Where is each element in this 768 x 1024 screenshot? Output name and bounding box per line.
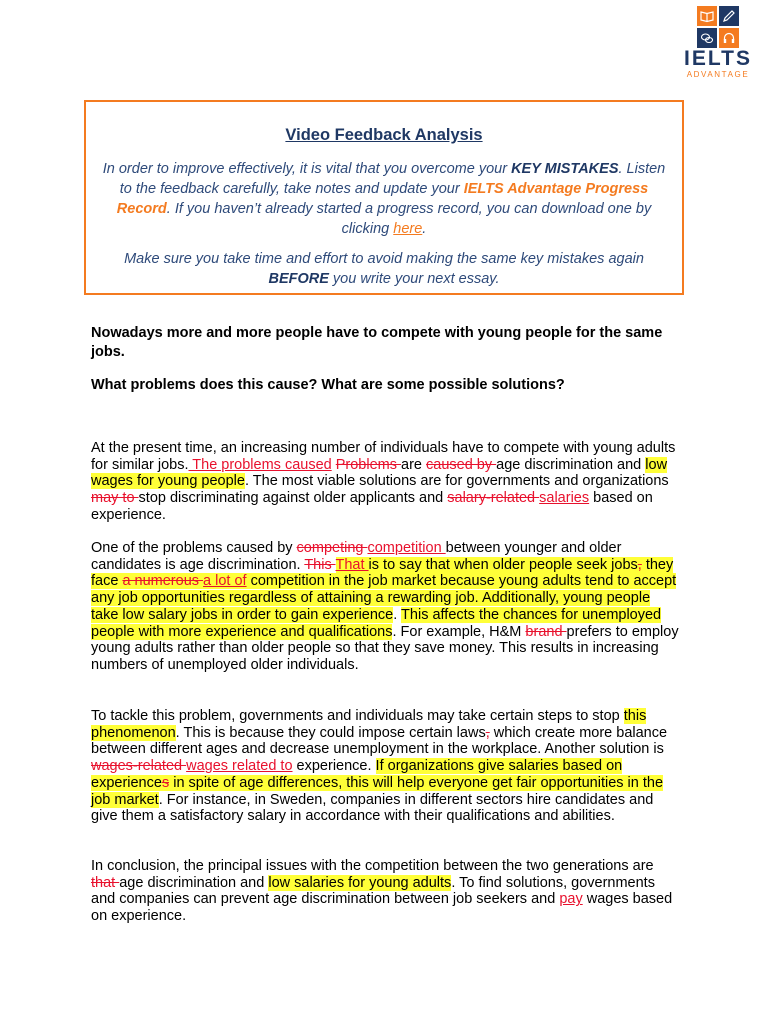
correction-delete: , bbox=[637, 556, 642, 573]
ielts-advantage-logo bbox=[678, 6, 758, 78]
logo-wordmark: IELTS bbox=[684, 47, 752, 70]
pencil-icon bbox=[719, 6, 739, 26]
highlight: This affects the chances for unemployed people with more experience and qualifications bbox=[91, 606, 662, 640]
box-text: . Listen to the feedback carefully, take notes and update your bbox=[119, 161, 666, 197]
feedback-box bbox=[84, 100, 684, 295]
essay-paragraph-body-2 bbox=[91, 708, 681, 825]
highlight: is to say that when older people seek jobs bbox=[368, 556, 638, 573]
text: . The most viable solutions are for governments and organizations bbox=[244, 473, 669, 490]
essay-prompt-statement: Nowadays more and more people have to compete with young people for the same jobs. bbox=[91, 325, 663, 360]
text: stop discriminating against older applicants and bbox=[138, 490, 448, 507]
text: based on experience. bbox=[91, 490, 653, 523]
text: . bbox=[393, 606, 402, 623]
logo-subtitle: ADVANTAGE bbox=[686, 70, 750, 79]
highlight: this phenomenon bbox=[91, 708, 647, 741]
correction-delete: a numerous bbox=[122, 573, 204, 590]
correction-delete: , bbox=[485, 724, 490, 741]
text: which create more balance between different ages and decrease unemployment in the workplace. Another solution is bbox=[91, 724, 668, 758]
text: . For instance, in Sweden, companies in different sectors hire candidates and give them a satisfactory salary in accordance with their qualifications and abilities. bbox=[91, 791, 654, 825]
correction-insert: salaries bbox=[539, 490, 590, 507]
text: . For example, H&M bbox=[392, 623, 526, 640]
correction-delete: may to bbox=[91, 490, 139, 507]
essay-paragraph-body-1 bbox=[91, 540, 681, 674]
key-mistakes-text: KEY MISTAKES bbox=[511, 161, 619, 177]
essay-prompt-question: What problems does this cause? What are some possible solutions? bbox=[91, 377, 565, 393]
text: wages based on experience. bbox=[91, 891, 673, 925]
progress-record-text: IELTS Advantage Progress Record bbox=[116, 181, 649, 217]
box-text: . bbox=[422, 221, 427, 237]
correction-delete: brand bbox=[525, 623, 567, 640]
box-text: Make sure you take time and effort to avoid making the same key mistakes again bbox=[124, 251, 644, 267]
text: are bbox=[401, 456, 427, 473]
correction-delete: competing bbox=[296, 540, 368, 556]
box-text: you write your next essay. bbox=[328, 271, 500, 287]
correction-delete: Problems bbox=[335, 456, 402, 473]
box-reminder bbox=[102, 249, 666, 289]
highlight: If organizations give salaries based on experience bbox=[91, 758, 623, 791]
correction-delete: s bbox=[161, 774, 170, 791]
correction-delete: that bbox=[91, 874, 120, 891]
essay-paragraph-conclusion bbox=[91, 858, 681, 925]
highlight: in spite of age differences, this will help everyone get fair opportunities in the job market bbox=[91, 774, 664, 808]
correction-delete: salary-related bbox=[447, 490, 540, 507]
highlight: competition in the job market because young adults tend to accept any job opportunities regardless of attaining a rewarding job. Additionally, young people take low salary jobs in order to gain experience bbox=[91, 573, 677, 623]
book-icon bbox=[697, 6, 717, 26]
text: age discrimination and bbox=[119, 874, 269, 891]
text: . To find solutions, governments and companies can prevent age discrimination between job seekers and bbox=[91, 874, 655, 908]
text: prefers to employ young adults rather than older people so that they save money. This results in increasing numbers of unemployed older individuals. bbox=[91, 623, 679, 673]
correction-insert: competition bbox=[367, 540, 446, 556]
text: experience. bbox=[292, 758, 376, 775]
box-text: In order to improve effectively, it is vital that you overcome your bbox=[102, 161, 512, 177]
before-text: BEFORE bbox=[268, 271, 329, 287]
correction-insert: wages related to bbox=[186, 758, 293, 775]
correction-insert: pay bbox=[559, 891, 583, 908]
text: To tackle this problem, governments and individuals may take certain steps to stop bbox=[91, 708, 624, 724]
highlight: they face bbox=[91, 556, 674, 590]
headphones-icon bbox=[719, 28, 739, 48]
box-instructions bbox=[102, 159, 666, 239]
essay-paragraph-intro bbox=[91, 440, 681, 524]
chat-bubbles-icon bbox=[697, 28, 717, 48]
correction-delete: This bbox=[304, 556, 336, 573]
correction-insert: a lot of bbox=[203, 573, 247, 590]
text: At the present time, an increasing number of individuals have to compete with young adults for similar jobs. bbox=[91, 440, 676, 473]
text: In conclusion, the principal issues with the competition between the two generations are bbox=[91, 858, 654, 874]
highlight: low salaries for young adults bbox=[268, 874, 452, 891]
box-text: . If you haven’t already started a progress record, you can download one by clicking bbox=[166, 201, 652, 237]
correction-delete: wages-related bbox=[91, 758, 187, 775]
correction-insert: That bbox=[335, 556, 369, 573]
correction-insert: The problems caused bbox=[188, 456, 332, 473]
download-here-link[interactable]: here bbox=[393, 221, 423, 237]
text: . This is because they could impose certain laws bbox=[175, 724, 486, 741]
text: One of the problems caused by bbox=[91, 540, 297, 556]
box-title: Video Feedback Analysis bbox=[285, 126, 483, 144]
text: between younger and older candidates is age discrimination. bbox=[91, 540, 622, 573]
text: age discrimination and bbox=[496, 456, 646, 473]
highlight: low wages for young people bbox=[91, 456, 668, 490]
logo-icon-grid bbox=[697, 6, 739, 48]
correction-delete: caused by bbox=[426, 456, 497, 473]
